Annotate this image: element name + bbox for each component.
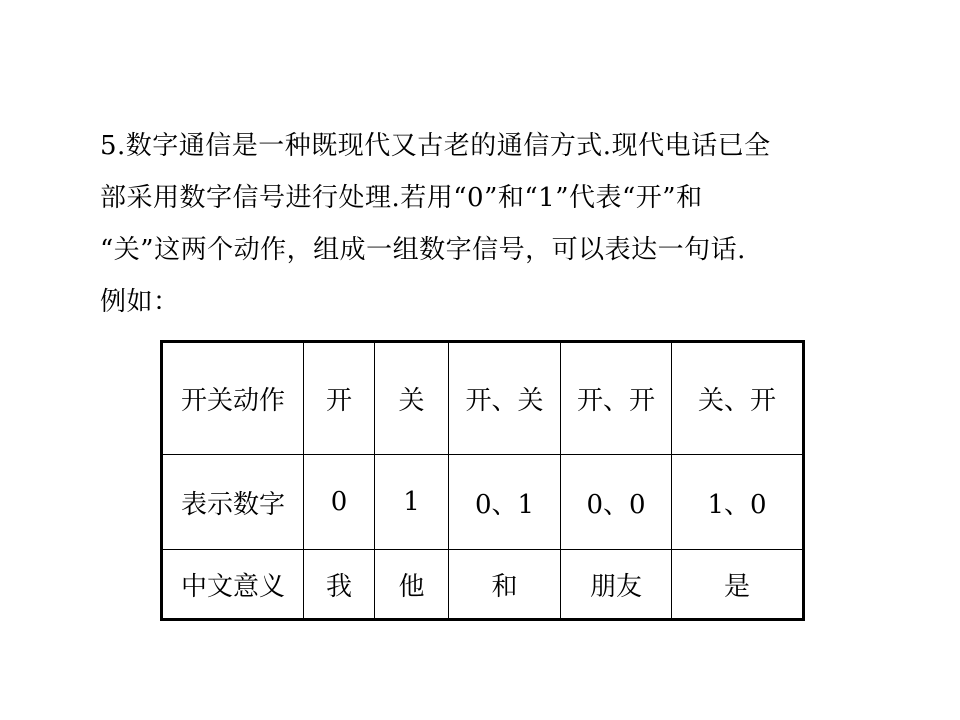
- problem-line-4: 例如：: [100, 287, 180, 317]
- table-cell: 关、开: [672, 342, 804, 455]
- problem-line-2: 部采用数字信号进行处理.若用“0”和“1”代表“开”和: [100, 183, 703, 213]
- table-cell: 0、1: [449, 455, 561, 550]
- row-header-digits: 表示数字: [162, 455, 304, 550]
- row-header-switch-actions: 开关动作: [162, 342, 304, 455]
- table-cell: 关: [375, 342, 449, 455]
- table-cell: 0、0: [561, 455, 672, 550]
- table-row-chinese-meaning: [162, 550, 804, 620]
- table-cell: 朋友: [561, 550, 672, 620]
- table-cell: 和: [449, 550, 561, 620]
- table-cell: 0: [304, 455, 375, 550]
- signal-code-table: [160, 340, 805, 621]
- table-cell: 他: [375, 550, 449, 620]
- table-row-digits: [162, 455, 804, 550]
- table-cell: 是: [672, 550, 804, 620]
- problem-line-3: “关”这两个动作，组成一组数字信号，可以表达一句话.: [100, 235, 746, 265]
- problem-statement: [100, 120, 870, 328]
- table-cell: 开: [304, 342, 375, 455]
- table-cell: 开、关: [449, 342, 561, 455]
- table-cell: 我: [304, 550, 375, 620]
- table-cell: 1、0: [672, 455, 804, 550]
- row-header-chinese-meaning: 中文意义: [162, 550, 304, 620]
- table-row-switch-actions: [162, 342, 804, 455]
- problem-line-1: 5.数字通信是一种既现代又古老的通信方式.现代电话已全: [100, 131, 771, 161]
- table-cell: 1: [375, 455, 449, 550]
- table-cell: 开、开: [561, 342, 672, 455]
